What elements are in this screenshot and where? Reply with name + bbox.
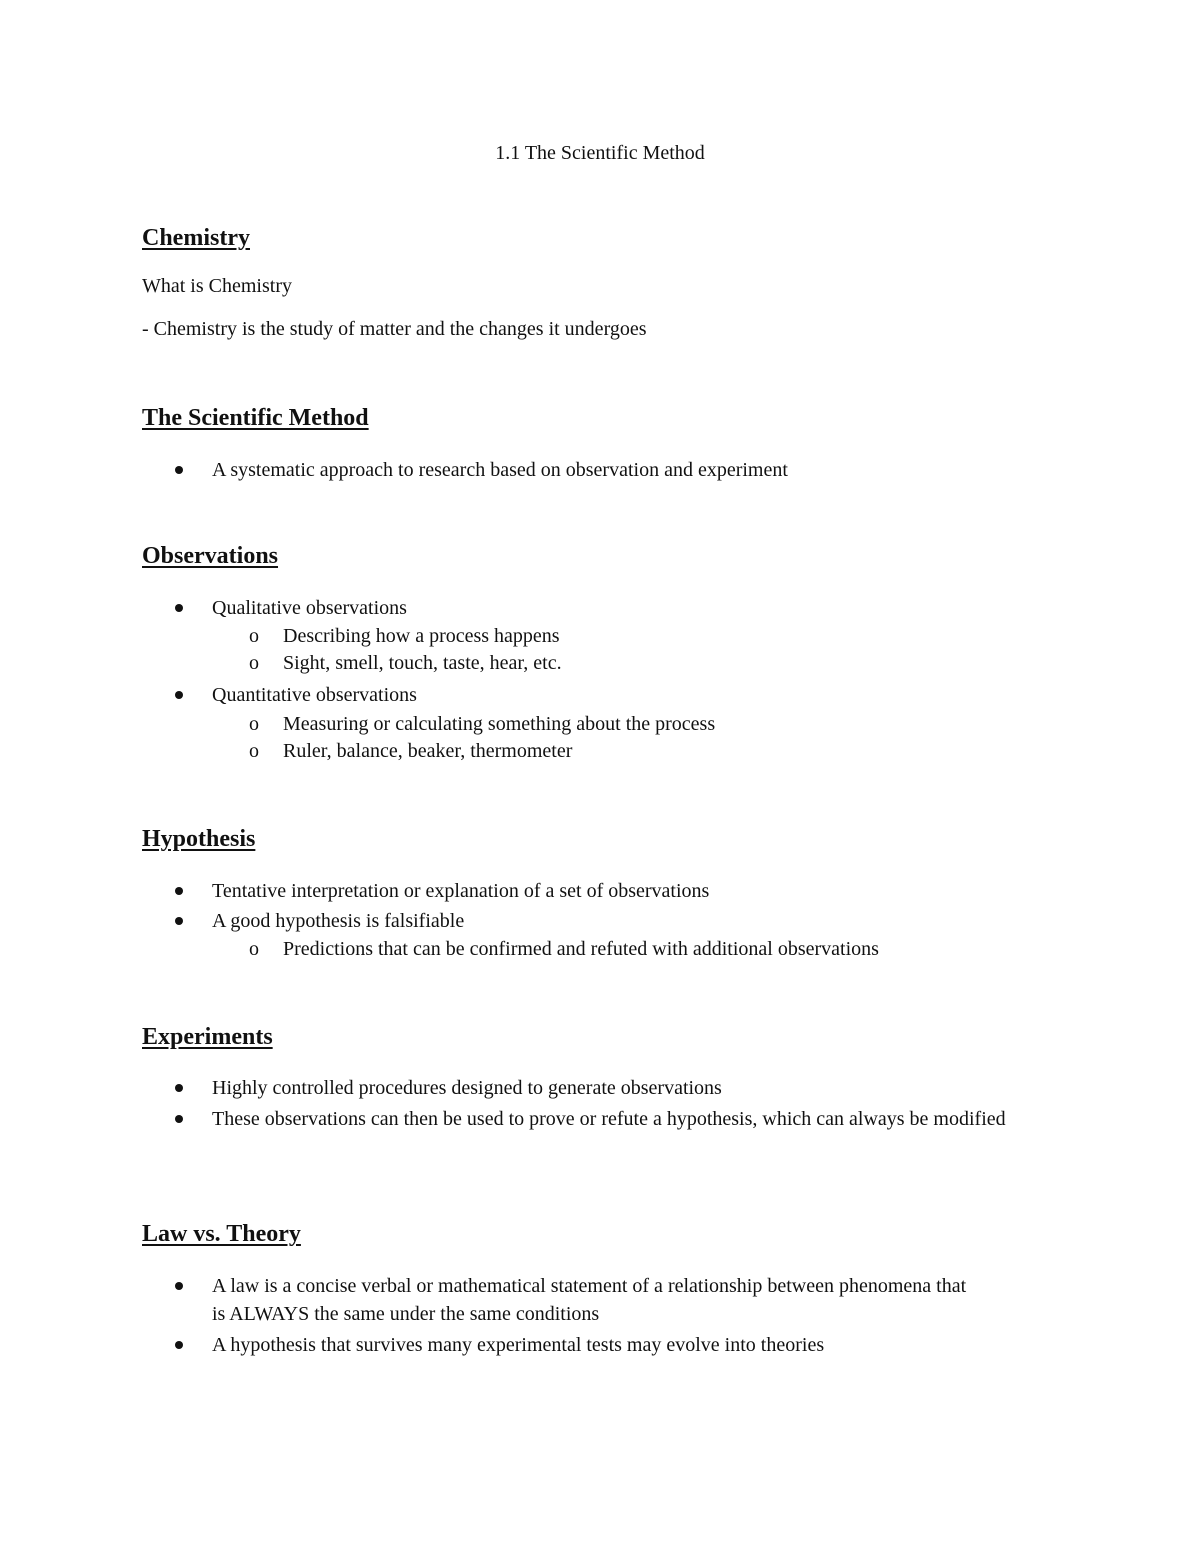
chemistry-question: What is Chemistry [142, 275, 292, 297]
list-item: Highly controlled procedures designed to generate observations [212, 1074, 1072, 1102]
list-item: Qualitative observations [212, 594, 1072, 622]
heading-experiments: Experiments [142, 1024, 273, 1050]
sub-bullet-marker: o [249, 713, 259, 735]
list-item: Tentative interpretation or explanation of a set of observations [212, 877, 1072, 905]
sub-bullet-marker: o [249, 625, 259, 647]
sub-list-item: Sight, smell, touch, taste, hear, etc. [283, 652, 562, 674]
heading-observations: Observations [142, 543, 279, 569]
chemistry-definition: - Chemistry is the study of matter and the changes it undergoes [142, 318, 647, 340]
list-item: These observations can then be used to prove or refute a hypothesis, which can always be modified [212, 1105, 1072, 1133]
sub-bullet-marker: o [249, 652, 259, 674]
sub-bullet-marker: o [249, 740, 259, 762]
list-item: A hypothesis that survives many experimental tests may evolve into theories [212, 1331, 1072, 1359]
heading-scientific-method: The Scientific Method [142, 405, 369, 431]
sub-list-item: Predictions that can be confirmed and refuted with additional observations [283, 938, 879, 960]
sub-bullet-marker: o [249, 938, 259, 960]
sub-list-item: Describing how a process happens [283, 625, 560, 647]
list-item: A systematic approach to research based on observation and experiment [212, 456, 1072, 484]
heading-law-vs-theory: Law vs. Theory [142, 1221, 301, 1247]
list-item: A law is a concise verbal or mathematical statement of a relationship between phenomena that is ALWAYS the same under the same conditions [212, 1272, 972, 1328]
heading-hypothesis: Hypothesis [142, 826, 256, 852]
heading-chemistry: Chemistry [142, 225, 250, 251]
document-title: 1.1 The Scientific Method [495, 142, 705, 164]
list-item: Quantitative observations [212, 681, 1072, 709]
sub-list-item: Ruler, balance, beaker, thermometer [283, 740, 573, 762]
list-item: A good hypothesis is falsifiable [212, 907, 1072, 935]
sub-list-item: Measuring or calculating something about the process [283, 713, 716, 735]
